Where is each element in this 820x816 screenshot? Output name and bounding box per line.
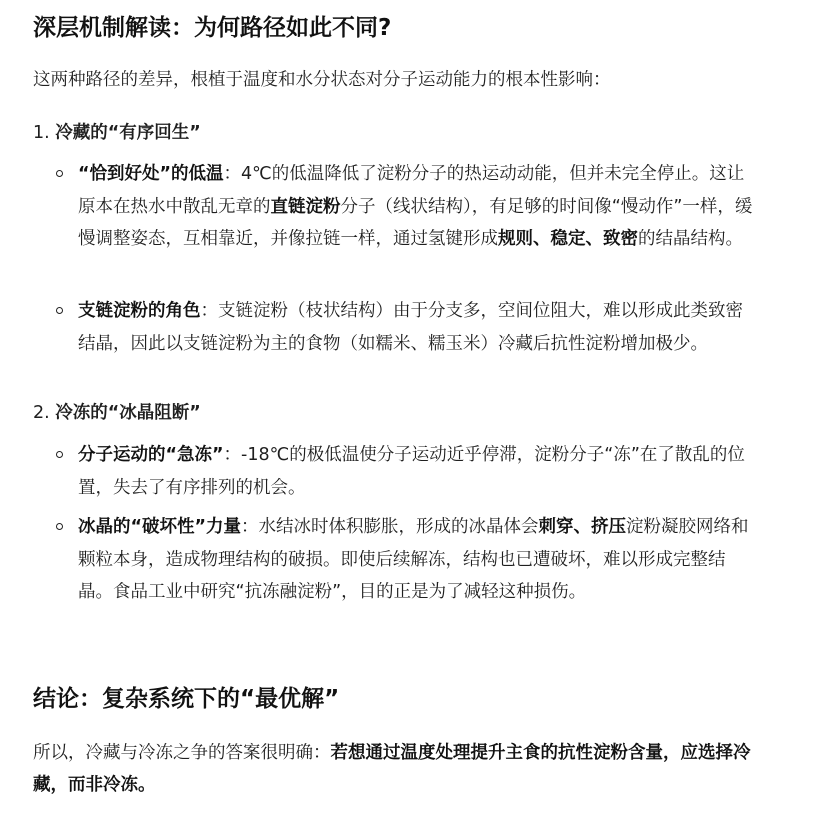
bullet-text: ：支链淀粉（枝状结构）由于分支多，空间位阻大，难以形成此类致密结晶，因此以支链淀粉为主的食物（如糯米、糯玉米）冷藏后抗性淀粉增加极少。 <box>78 301 743 354</box>
intro-paragraph: 这两种路径的差异，根植于温度和水分状态对分子运动能力的根本性影响： <box>33 70 611 90</box>
bold-term: 分子运动的“急冻” <box>78 445 224 465</box>
bold-term: “恰到好处”的低温 <box>78 164 224 184</box>
item-title: 冷藏的“有序回生” <box>55 123 201 143</box>
bullet-circle-icon <box>56 523 63 530</box>
bold-conclusion: 若想通过温度处理提升主食的抗性淀粉含量，应选择冷藏，而非冷冻。 <box>33 743 751 795</box>
bullet-text: ：水结冰时体积膨胀，形成的冰晶体会 <box>241 517 539 537</box>
section-heading-conclusion: 结论：复杂系统下的“最优解” <box>33 686 340 712</box>
bold-term: 规则、稳定、致密 <box>498 229 638 249</box>
conclusion-paragraph <box>33 737 753 801</box>
bold-term: 冰晶的“破坏性”力量 <box>78 517 242 537</box>
item-number: 2. <box>33 403 50 423</box>
bullet-low-temperature <box>78 158 760 256</box>
conclusion-text: 所以，冷藏与冷冻之争的答案很明确： <box>33 743 331 763</box>
bullet-text: 的结晶结构。 <box>638 229 743 249</box>
numbered-item-freezing <box>33 397 201 429</box>
bullet-circle-icon <box>56 307 63 314</box>
bullet-text: ：-18℃的极低温使分子运动近乎停滞，淀粉分子“冻”在了散乱的位置，失去了有序排列的机会。 <box>78 445 745 498</box>
bold-term: 支链淀粉的角色 <box>78 301 201 321</box>
bullet-text: ：4℃的低温降低了淀粉分子的热运动动能，但并未完全停止。这让原本在热水中散乱无章的 <box>78 164 745 217</box>
item-title: 冷冻的“冰晶阻断” <box>55 403 201 423</box>
section-heading-mechanism: 深层机制解读：为何路径如此不同? <box>33 15 392 41</box>
bold-term: 刺穿、挤压 <box>538 517 627 537</box>
item-number: 1. <box>33 123 50 143</box>
bullet-ice-crystal-damage <box>78 511 760 609</box>
bullet-circle-icon <box>56 451 63 458</box>
bullet-text: 淀粉凝胶网络和颗粒本身，造成物理结构的破损。即使后续解冻，结构也已遭破坏，难以形成完整结晶。食品工业中研究“抗冻融淀粉”，目的正是为了减轻这种损伤。 <box>78 517 749 602</box>
bullet-circle-icon <box>56 170 63 177</box>
numbered-item-refrigeration <box>33 117 201 149</box>
bullet-text: 分子（线状结构），有足够的时间像“慢动作”一样，缓慢调整姿态，互相靠近，并像拉链一样，通过氢键形成 <box>78 196 753 249</box>
bold-term: 直链淀粉 <box>270 196 341 217</box>
bullet-molecular-freeze <box>78 439 760 504</box>
bullet-amylopectin-role <box>78 295 760 360</box>
